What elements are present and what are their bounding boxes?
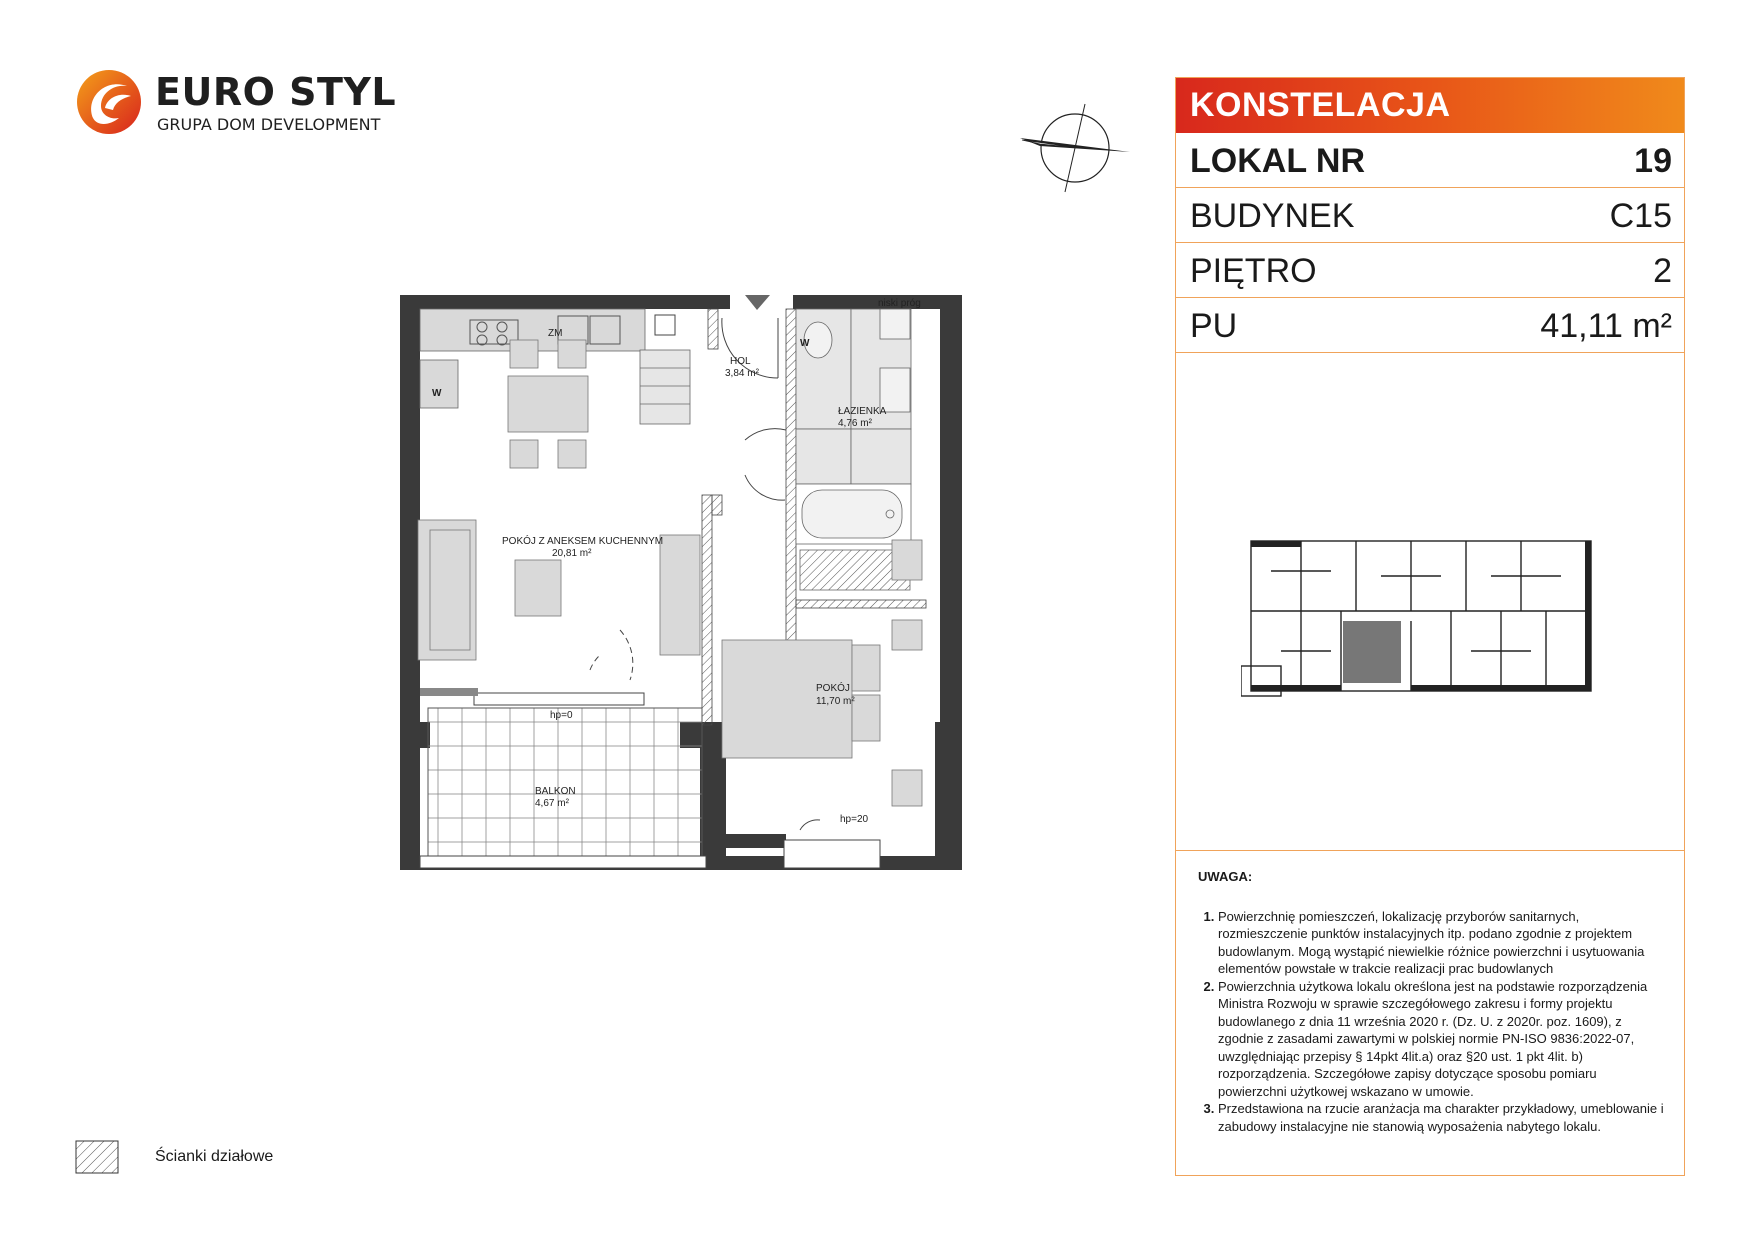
brand-subtitle: GRUPA DOM DEVELOPMENT bbox=[157, 115, 381, 134]
row-budynek bbox=[1176, 188, 1684, 243]
project-name: KONSTELACJA bbox=[1190, 86, 1451, 124]
zm-label: ZM bbox=[548, 328, 563, 339]
floor-plan bbox=[390, 290, 970, 870]
notes bbox=[1198, 868, 1668, 1135]
room-name-pokoj: POKÓJ bbox=[816, 683, 850, 694]
room-area-pokoj: 11,70 m² bbox=[816, 696, 855, 707]
row-pu bbox=[1176, 298, 1684, 353]
row-pietro bbox=[1176, 243, 1684, 298]
notes-title: UWAGA: bbox=[1198, 869, 1253, 884]
room-area-hol: 3,84 m² bbox=[725, 368, 759, 379]
row-value: 2 bbox=[1653, 252, 1672, 290]
brand-name: EURO STYL bbox=[155, 70, 397, 114]
row-label: LOKAL NR bbox=[1190, 142, 1366, 180]
room-area-salon: 20,81 m² bbox=[552, 548, 592, 559]
eurostyl-logo-icon bbox=[75, 68, 143, 136]
notes-list bbox=[1198, 908, 1668, 1136]
logo bbox=[75, 68, 395, 148]
row-value: C15 bbox=[1609, 197, 1672, 235]
room-area-lazienka: 4,76 m² bbox=[838, 418, 872, 429]
building-key-plan bbox=[1241, 531, 1601, 716]
note-item: 3. Przedstawiona na rzucie aranżacja ma charakter przykładowy, umeblowanie i zabudowy instalacyjne nie stanowią wyposażenia nabytego lokalu. bbox=[1218, 1100, 1668, 1135]
room-area-balkon: 4,67 m² bbox=[535, 798, 569, 809]
legend-label: Ścianki działowe bbox=[155, 1148, 274, 1165]
room-name-hol: HOL bbox=[730, 356, 751, 367]
room-name-salon: POKÓJ Z ANEKSEM KUCHENNYM bbox=[502, 536, 664, 547]
row-label: PU bbox=[1190, 307, 1238, 345]
panel-header bbox=[1176, 78, 1684, 133]
row-value: 41,11 m² bbox=[1540, 307, 1672, 345]
w-label-bathroom: W bbox=[800, 338, 810, 349]
info-panel bbox=[1175, 77, 1685, 1176]
note-item: 1. Powierzchnię pomieszczeń, lokalizację przyborów sanitarnych, rozmieszczenie punktów instalacyjnych itp. podano zgodnie z projektem budowlanym. Mogą wystąpić niewielkie różnice powierzchni i usytuowania elementów powstałe w trakcie realizacji prac budowlanych bbox=[1218, 908, 1668, 978]
row-value: 19 bbox=[1634, 142, 1672, 180]
row-label: BUDYNEK bbox=[1190, 197, 1355, 235]
row-label: PIĘTRO bbox=[1190, 252, 1317, 290]
hp20-label: hp=20 bbox=[840, 814, 869, 825]
row-lokal bbox=[1176, 133, 1684, 188]
room-name-lazienka: ŁAZIENKA bbox=[838, 406, 887, 417]
compass-icon bbox=[1020, 100, 1140, 200]
hatch-swatch-icon bbox=[75, 1140, 119, 1174]
hp0-label: hp=0 bbox=[550, 710, 573, 721]
note-item: 2. Powierzchnia użytkowa lokalu określona jest na podstawie rozporządzenia Ministra Rozwoju w sprawie szczegółowego zakresu i formy projektu budowlanego z dnia 11 września 2020 r. (Dz. U. z 2020r. poz. 1609), z zgodnie z zasadami zawartymi w polskiej normie PN-ISO 9836:2022-07, uwzględniając przepisy § 14pkt 4lit.a) oraz §20 ust. 1 pkt 4lit. b) rozporządzenia. Szczegółowe zapisy dotyczące sposobu pomiaru powierzchni użytkowej wskazano w umowie. bbox=[1218, 978, 1668, 1101]
legend bbox=[75, 1140, 395, 1180]
room-name-balkon: BALKON bbox=[535, 786, 576, 797]
w-label-kitchen: W bbox=[432, 388, 442, 399]
niski-prog-label: niski próg bbox=[878, 298, 921, 309]
